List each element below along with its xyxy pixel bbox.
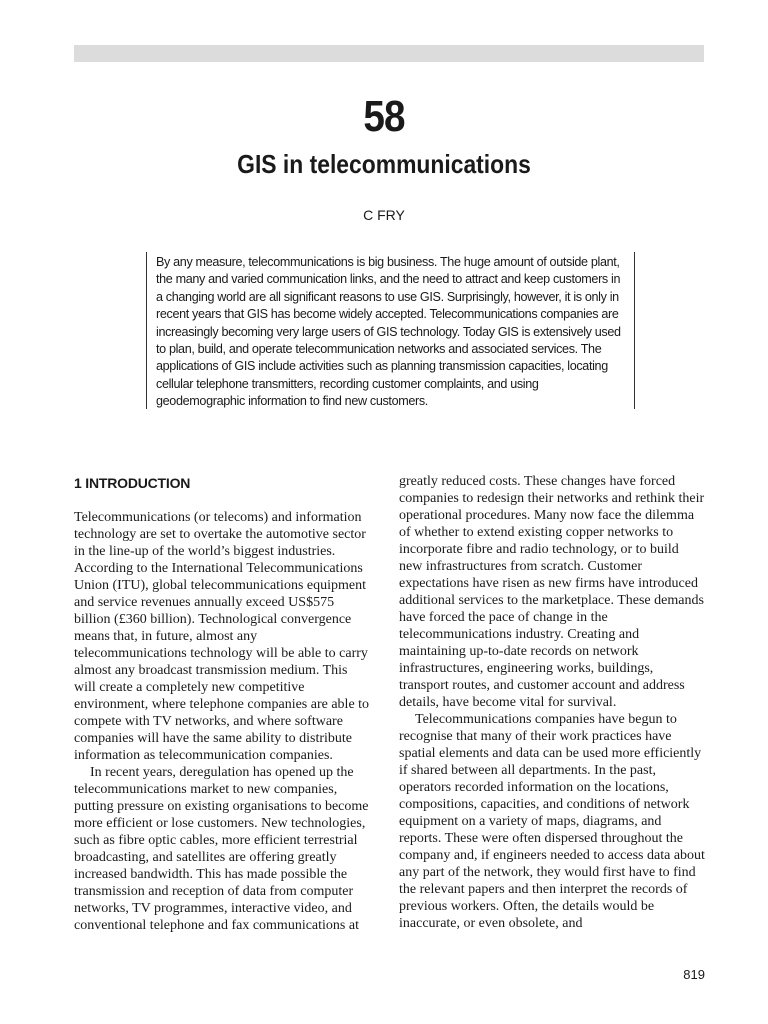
author-name: C FRY (363, 207, 405, 223)
left-column (74, 475, 370, 934)
section-heading: 1 INTRODUCTION (74, 475, 191, 491)
chapter-title: GIS in telecommunications (237, 149, 531, 179)
paragraph: greatly reduced costs. These changes have forced companies to redesign their networks and rethink their operational procedures. Many now face the dilemma of whether to extend existing copper networks to incorporate fibre and radio technology, or to build new infrastructures from scratch. Customer expectations have risen as new firms have introduced additional services to the marketplace. These demands have forced the pace of change in the telecommunications industry. Creating and maintaining up-to-date records on network infrastructures, engineering works, buildings, transport routes, and customer account and address details, have become vital for survival. (399, 474, 705, 710)
chapter-number: 58 (363, 92, 405, 141)
paragraph: Telecommunications companies have begun to recognise that many of their work practices have spatial elements and data can be used more efficiently if shared between all departments. In the past, operators recorded information on the locations, compositions, capacities, and conditions of network equipment on a variety of maps, diagrams, and reports. These were often dispersed throughout the company and, if engineers needed to access data about any part of the network, they would first have to find the relevant papers and then interpret the records of previous workers. Often, the details would be inaccurate, or even obsolete, and (399, 712, 705, 931)
right-column (399, 473, 705, 932)
page-number: 819 (683, 967, 705, 982)
paragraph: In recent years, deregulation has opened up the telecommunications market to new companies, putting pressure on existing organisations to become more efficient or lose customers. New technologies, such as fibre optic cables, more efficient terrestrial broadcasting, and satellites are offering greatly increased bandwidth. This has made possible the transmission and reception of data from computer networks, TV programmes, interactive video, and conventional telephone and fax communications at (74, 765, 369, 933)
abstract-box (146, 252, 635, 409)
header-bar (74, 45, 704, 62)
paragraph: Telecommunications (or telecoms) and information technology are set to overtake the automotive sector in the line-up of the world’s biggest industries. According to the International Telecommunications Union (ITU), global telecommunications equipment and service revenues annually exceed US$575 billion (£360 billion). Technological convergence means that, in future, almost any telecommunications technology will be able to carry almost any broadcast transmission medium. This will create a completely new competitive environment, where telephone companies are able to compete with TV networks, and where software companies will have the same ability to distribute information as telecommunication companies. (74, 510, 370, 763)
abstract-text: By any measure, telecommunications is big business. The huge amount of outside plant, the many and varied communication links, and the need to attract and keep customers in a changing world are all significant reasons to use GIS. Surprisingly, however, it is only in recent years that GIS has become widely accepted. Telecommunications companies are increasingly becoming very large users of GIS technology. Today GIS is extensively used to plan, build, and operate telecommunication networks and associated services. The applications of GIS include activities such as planning transmission capacities, locating cellular telephone transmitters, recording customer complaints, and using geodemographic information to find new customers. (156, 255, 621, 409)
